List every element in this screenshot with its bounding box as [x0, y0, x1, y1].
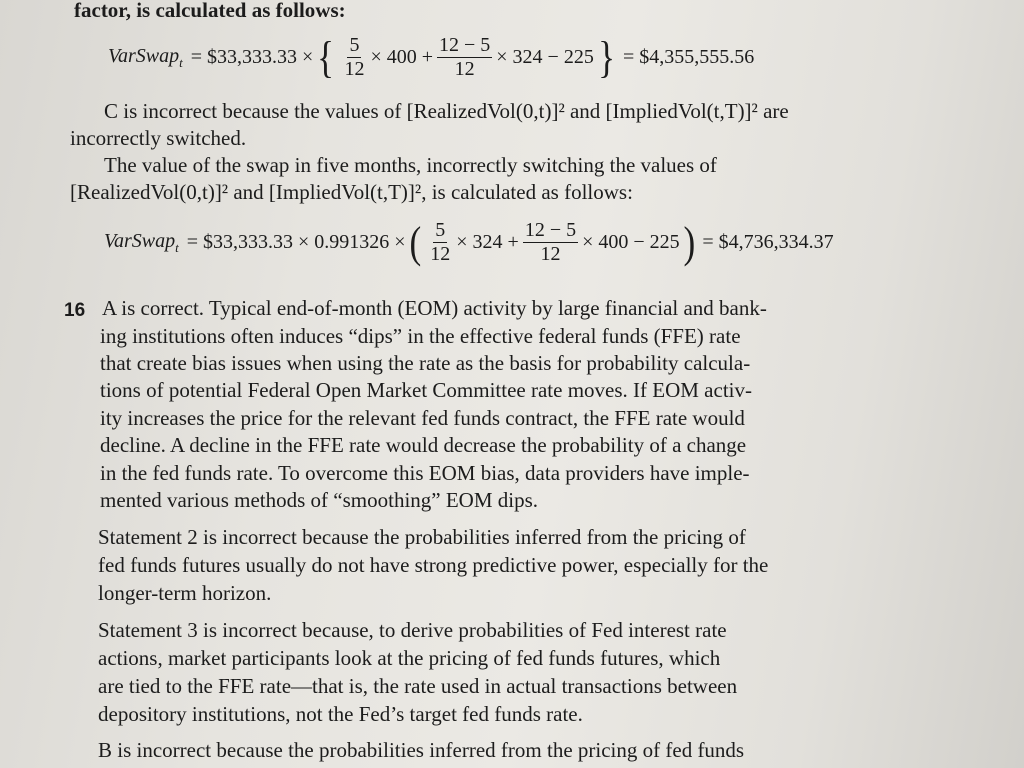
eq2-subscript: t [175, 239, 179, 255]
q16-line-2: ing institutions often induces “dips” in the effective federal funds (FFE) rate [100, 324, 741, 348]
c-para-line-4: [RealizedVol(0,t)]² and [ImpliedVol(t,T)]², is calculated as follows: [70, 180, 633, 204]
eq2-f1-num: 5 [435, 219, 446, 241]
eq2-mid-1: × 324 + [456, 231, 519, 253]
q16-line-3: that create bias issues when using the rate as the basis for probability calcula- [100, 351, 751, 375]
q16-line-6: decline. A decline in the FFE rate would decrease the probability of a change [100, 433, 747, 457]
q16-line-1: A is correct. Typical end-of-month (EOM) activity by large financial and bank- [102, 296, 767, 320]
eq2-lhs: VarSwap [104, 229, 176, 252]
eq2-f2-den: 12 [540, 243, 561, 265]
c-para-line-3: The value of the swap in five months, incorrectly switching the values of [104, 153, 717, 177]
eq1-f1-den: 12 [344, 58, 365, 80]
statement3-line-2: actions, market participants look at the pricing of fed funds futures, which [98, 646, 721, 670]
eq1-fraction-1 [342, 35, 366, 80]
statement2-line-2: fed funds futures usually do not have strong predictive power, especially for the [98, 553, 769, 577]
eq1-f1-num: 5 [349, 34, 360, 56]
eq2-fraction-1 [428, 220, 452, 265]
intro-line: factor, is calculated as follows: [74, 0, 346, 22]
eq1-open-brace: { [317, 32, 335, 82]
eq1-f2-num: 12 − 5 [439, 34, 491, 56]
eq1-close-brace: } [597, 32, 615, 82]
eq2-open-paren: ( [409, 217, 421, 267]
b-incorrect-line: B is incorrect because the probabilities inferred from the pricing of fed funds [98, 738, 745, 762]
eq1-amount: = $33,333.33 × [190, 46, 314, 68]
statement2-line-3: longer-term horizon. [98, 581, 272, 605]
eq2-f1-den: 12 [430, 243, 451, 265]
equation-varswap-incorrect [104, 217, 834, 267]
eq1-subscript: t [179, 54, 183, 70]
eq2-amount: = $33,333.33 × 0.991326 × [186, 231, 406, 253]
statement3-line-1: Statement 3 is incorrect because, to derive probabilities of Fed interest rate [98, 618, 727, 642]
eq1-f2-den: 12 [454, 58, 475, 80]
c-para-line-2: incorrectly switched. [70, 126, 247, 150]
eq1-mid-1: × 400 + [370, 46, 433, 68]
eq2-mid-2: × 400 − 225 [582, 231, 680, 253]
q16-line-4: tions of potential Federal Open Market Committee rate moves. If EOM activ- [100, 378, 752, 402]
q16-line-8: mented various methods of “smoothing” EOM dips. [100, 488, 539, 512]
c-para-line-1: C is incorrect because the values of [RealizedVol(0,t)]² and [ImpliedVol(t,T)]² are [104, 99, 789, 123]
eq2-f2-num: 12 − 5 [524, 219, 577, 241]
statement3-line-4: depository institutions, not the Fed’s target fed funds rate. [98, 702, 583, 726]
eq1-fraction-2 [437, 35, 492, 80]
q16-line-5: ity increases the price for the relevant fed funds contract, the FFE rate would [100, 406, 745, 430]
eq1-mid-2: × 324 − 225 [496, 46, 594, 68]
eq2-fraction-2 [523, 220, 578, 265]
eq1-result: = $4,355,555.56 [622, 46, 755, 68]
statement3-line-3: are tied to the FFE rate—that is, the rate used in actual transactions between [98, 674, 738, 698]
statement2-line-1: Statement 2 is incorrect because the probabilities inferred from the pricing of [98, 525, 746, 549]
equation-varswap-correct [108, 32, 755, 82]
eq2-close-paren: ) [683, 217, 695, 267]
eq2-result: = $4,736,334.37 [702, 231, 834, 253]
q16-line-7: in the fed funds rate. To overcome this EOM bias, data providers have imple- [100, 461, 750, 485]
question-number: 16 [64, 300, 86, 321]
eq1-lhs: VarSwap [108, 44, 180, 67]
